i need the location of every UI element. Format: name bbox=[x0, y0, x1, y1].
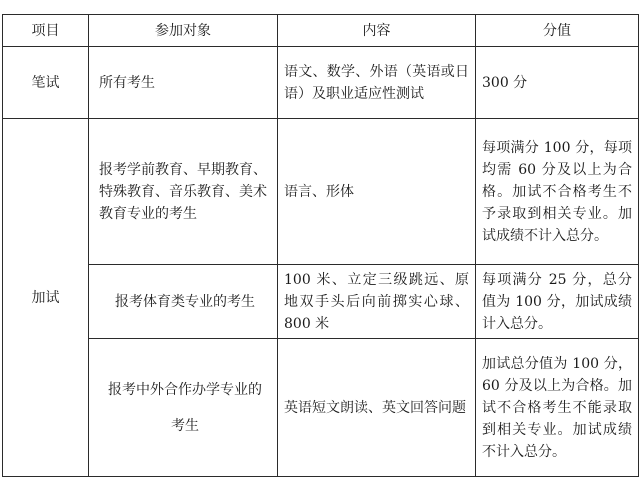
content-cell: 语言、形体 bbox=[278, 119, 476, 265]
object-cell: 所有考生 bbox=[89, 47, 278, 119]
header-content: 内容 bbox=[278, 15, 476, 47]
object-line: 报考中外合作办学专业的 bbox=[108, 381, 262, 398]
score-cell: 每项满分 100 分，每项均需 60 分及以上为合格。加试不合格考生不予录取到相关专业。加试成绩不计入总分。 bbox=[476, 119, 639, 265]
score-cell: 300 分 bbox=[476, 47, 639, 119]
table-header-row bbox=[3, 15, 639, 47]
object-cell bbox=[89, 339, 278, 477]
score-cell: 每项满分 25 分，总分值为 100 分，加试成绩计入总分。 bbox=[476, 265, 639, 339]
header-item: 项目 bbox=[3, 15, 89, 47]
item-cell: 加试 bbox=[3, 119, 89, 477]
item-cell: 笔试 bbox=[3, 47, 89, 119]
object-line: 考生 bbox=[171, 417, 199, 434]
content-cell: 英语短文朗读、英文回答问题 bbox=[278, 339, 476, 477]
table-row bbox=[3, 119, 639, 265]
object-cell: 报考体育类专业的考生 bbox=[89, 265, 278, 339]
score-cell: 加试总分值为 100 分，60 分及以上为合格。加试不合格考生不能录取到相关专业。加试成绩不计入总分。 bbox=[476, 339, 639, 477]
content-cell: 语文、数学、外语（英语或日语）及职业适应性测试 bbox=[278, 47, 476, 119]
object-cell: 报考学前教育、早期教育、特殊教育、音乐教育、美术教育专业的考生 bbox=[89, 119, 278, 265]
header-score: 分值 bbox=[476, 15, 639, 47]
table-row bbox=[3, 47, 639, 119]
table-row bbox=[3, 265, 639, 339]
content-cell: 100 米、立定三级跳远、原地双手头后向前掷实心球、800 米 bbox=[278, 265, 476, 339]
exam-table bbox=[2, 14, 639, 477]
header-object: 参加对象 bbox=[89, 15, 278, 47]
table-row bbox=[3, 339, 639, 477]
